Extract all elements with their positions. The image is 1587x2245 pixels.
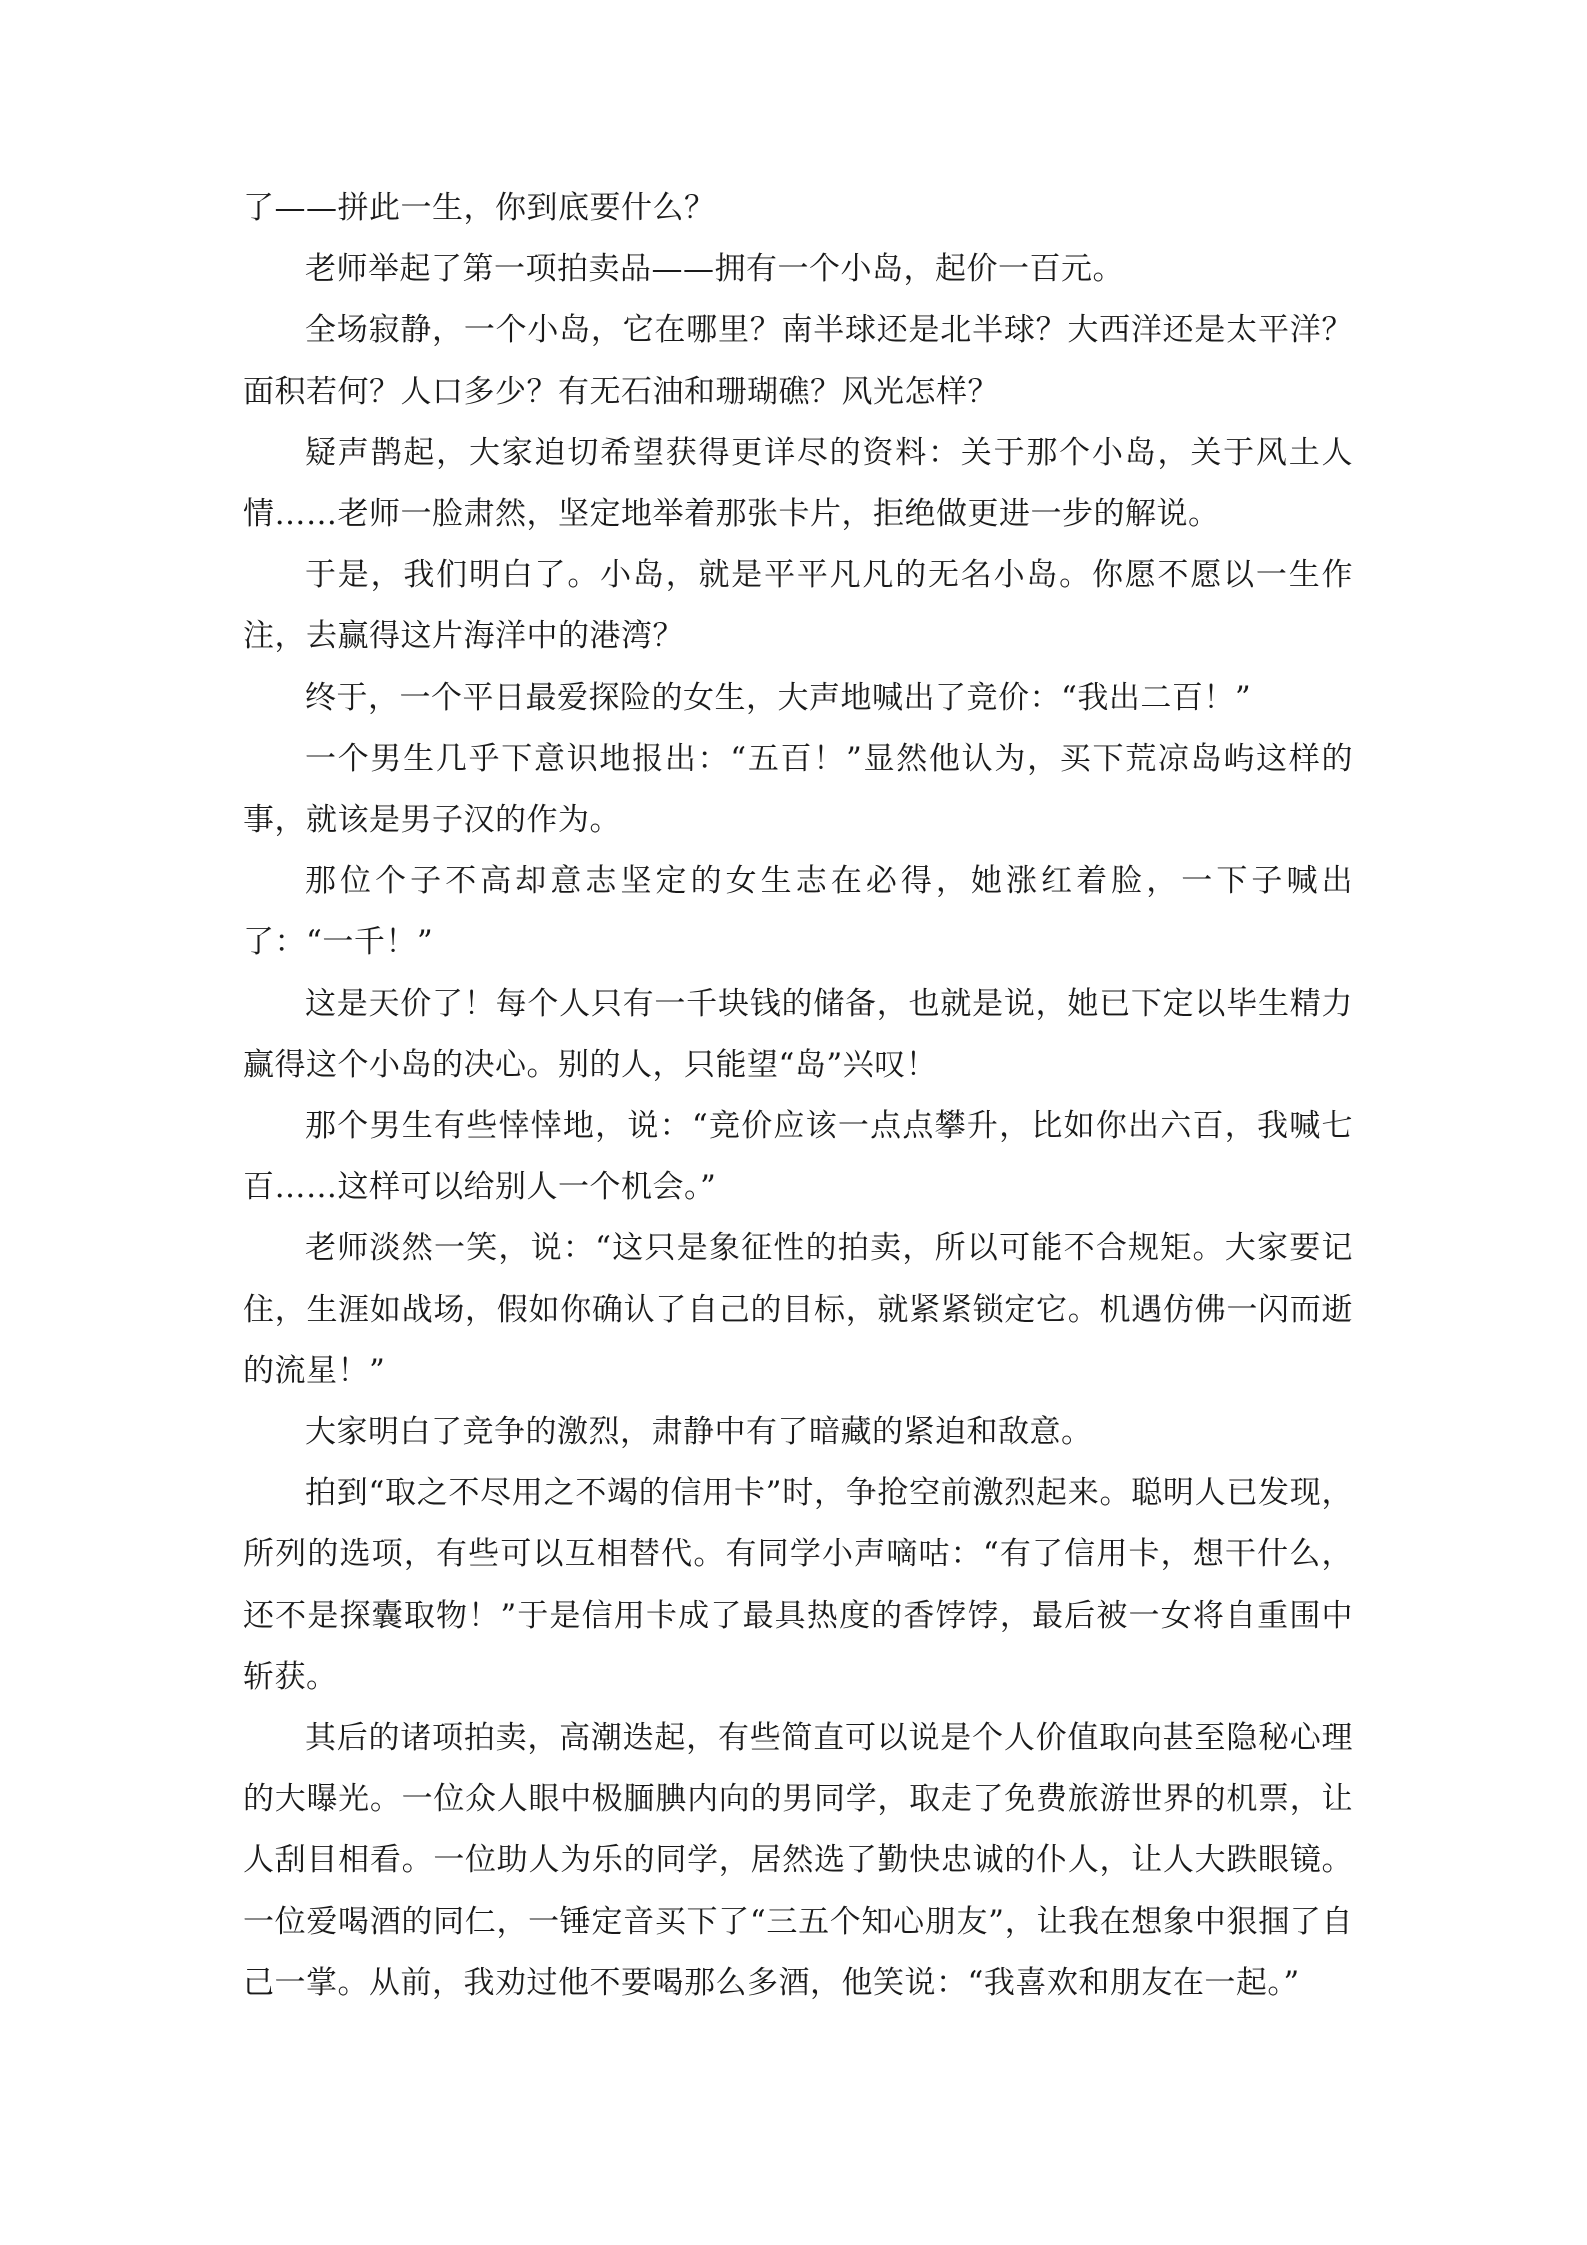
paragraph: 拍到“取之不尽用之不竭的信用卡”时，争抢空前激烈起来。聪明人已发现，所列的选项，有些可以互相替代。有同学小声嘀咕：“有了信用卡，想干什么，还不是探囊取物！”于是信用卡成了最具热度的香饽饽，最后被一女将自重围中斩获。 [243,1475,1353,1695]
paragraph: 全场寂静，一个小岛，它在哪里？南半球还是北半球？大西洋还是太平洋？面积若何？人口多少？有无石油和珊瑚礁？风光怎样？ [243,312,1353,410]
paragraph: 这是天价了！每个人只有一千块钱的储备，也就是说，她已下定以毕生精力赢得这个小岛的决心。别的人，只能望“岛”兴叹！ [243,985,1353,1083]
paragraph: 了——拼此一生，你到底要什么？ [243,190,716,226]
paragraph: 于是，我们明白了。小岛，就是平平凡凡的无名小岛。你愿不愿以一生作注，去赢得这片海洋中的港湾？ [243,557,1353,655]
body-text [243,178,1353,2014]
paragraph: 其后的诸项拍卖，高潮迭起，有些简直可以说是个人价值取向甚至隐秘心理的大曝光。一位众人眼中极腼腆内向的男同学，取走了免费旅游世界的机票，让人刮目相看。一位助人为乐的同学，居然选了勤快忠诚的仆人，让人大跌眼镜。一位爱喝酒的同仁，一锤定音买下了“三五个知心朋友”，让我在想象中狠掴了自己一掌。从前，我劝过他不要喝那么多酒，他笑说：“我喜欢和朋友在一起。” [243,1720,1353,2001]
paragraph: 老师淡然一笑，说：“这只是象征性的拍卖，所以可能不合规矩。大家要记住，生涯如战场，假如你确认了自己的目标，就紧紧锁定它。机遇仿佛一闪而逝的流星！” [243,1230,1353,1389]
paragraph: 终于，一个平日最爱探险的女生，大声地喊出了竞价：“我出二百！” [305,679,1252,716]
paragraph: 大家明白了竞争的激烈，肃静中有了暗藏的紧迫和敌意。 [305,1414,1093,1451]
paragraph: 那个男生有些悻悻地，说：“竞价应该一点点攀升，比如你出六百，我喊七百……这样可以给别人一个机会。” [243,1108,1353,1206]
paragraph: 一个男生几乎下意识地报出：“五百！”显然他认为，买下荒凉岛屿这样的事，就该是男子汉的作为。 [243,740,1353,839]
paragraph: 老师举起了第一项拍卖品——拥有一个小岛，起价一百元。 [305,251,1124,288]
paragraph: 那位个子不高却意志坚定的女生志在必得，她涨红着脸，一下子喊出了：“一千！” [243,863,1353,961]
paragraph: 疑声鹊起，大家迫切希望获得更详尽的资料：关于那个小岛，关于风土人情……老师一脸肃然，坚定地举着那张卡片，拒绝做更进一步的解说。 [243,434,1353,533]
